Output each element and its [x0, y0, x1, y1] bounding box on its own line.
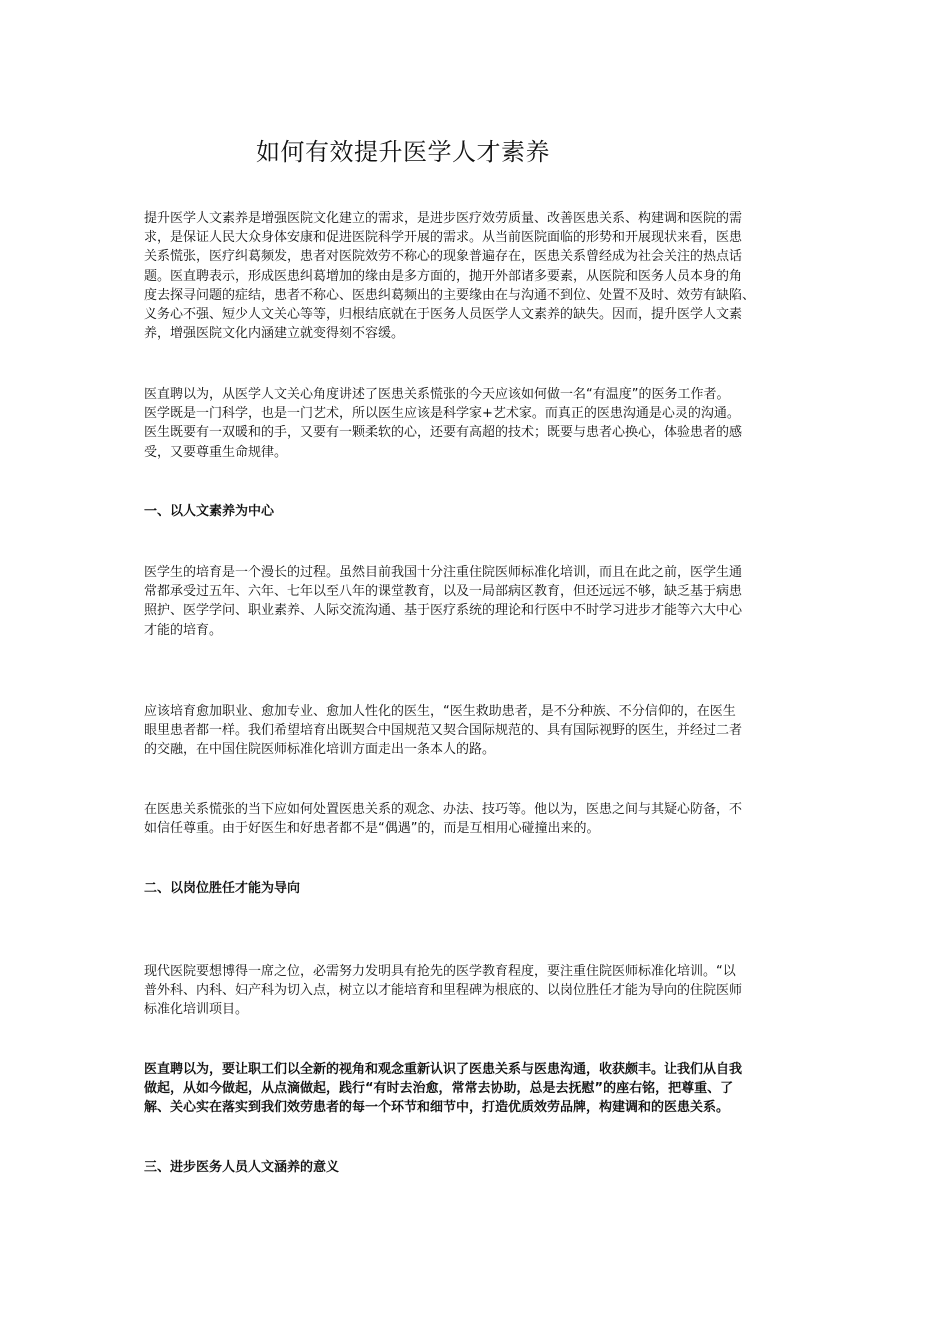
paragraph-line: 关系慌张，医疗纠葛频发，患者对医院效劳不称心的现象普遍存在，医患关系曾经成为社会关注的热点话 — [144, 249, 743, 265]
paragraph-line: 医生既要有一双暖和的手，又要有一颗柔软的心，还要有高超的技术；既要与患者心换心，体验患者的感 — [144, 425, 743, 441]
paragraph-line: 医学生的培育是一个漫长的过程。虽然目前我国十分注重住院医师标准化培训，而且在此之前，医学生通 — [144, 565, 743, 580]
paragraph-line: 义务心不强、短少人文关心等等，归根结底就在于医务人员医学人文素养的缺失。因而，提升医学人文素 — [144, 307, 743, 323]
paragraph-line: 医直聘以为，要让职工们以全新的视角和观念重新认识了医患关系与医患沟通，收获颇丰。让我们从自我 — [144, 1062, 743, 1077]
paragraph-line: 的交融，在中国住院医师标准化培训方面走出一条本人的路。 — [144, 742, 496, 758]
paragraph-line: 标准化培训项目。 — [144, 1002, 249, 1018]
paragraph-line: 做起，从如今做起，从点滴做起，践行“有时去治愈，常常去协助，总是去抚慰”的座右铭，把尊重、了 — [144, 1081, 734, 1097]
paragraph-line: 常都承受过五年、六年、七年以至八年的课堂教育，以及一局部病区教育，但还远远不够，缺乏基于病患 — [144, 584, 743, 600]
paragraph-line: 如信任尊重。由于好医生和好患者都不是“偶遇”的，而是互相用心碰撞出来的。 — [144, 821, 600, 837]
section-heading-2: 二、以岗位胜任才能为导向 — [144, 881, 301, 896]
paragraph-line: 在医患关系慌张的当下应如何处置医患关系的观念、办法、技巧等。他以为，医患之间与其疑心防备，不 — [144, 802, 743, 817]
paragraph-line: 提升医学人文素养是增强医院文化建立的需求，是进步医疗效劳质量、改善医患关系、构建调和医院的需 — [144, 211, 743, 226]
paragraph-line: 普外科、内科、妇产科为切入点，树立以才能培育和里程碑为根底的、以岗位胜任才能为导向的住院医师 — [144, 983, 743, 999]
paragraph-line: 题。医直聘表示，形成医患纠葛增加的缘由是多方面的，抛开外部诸多要素，从医院和医务人员本身的角 — [144, 268, 743, 284]
section-heading-3: 三、进步医务人员人文涵养的意义 — [144, 1160, 340, 1175]
paragraph-line: 照护、医学学问、职业素养、人际交流沟通、基于医疗系统的理论和行医中不时学习进步才能等六大中心 — [144, 603, 743, 619]
paragraph-medical-training — [144, 563, 808, 640]
paragraph-line: 度去探寻问题的症结，患者不称心、医患纠葛频出的主要缘由在与沟通不到位、处置不及时、效劳有缺陷、 — [144, 287, 756, 303]
paragraph-line: 养，增强医院文化内涵建立就变得刻不容缓。 — [144, 326, 405, 342]
paragraph-line: 解、关心实在落实到我们效劳患者的每一个环节和细节中，打造优质效劳品牌，构建调和的医患关系。 — [144, 1100, 730, 1116]
paragraph-line: 医直聘以为，从医学人文关心角度讲述了医患关系慌张的今天应该如何做一名“有温度”的医务工作者。 — [144, 387, 730, 402]
paragraph-doctor-patient-relation — [144, 800, 808, 838]
paragraph-line: 应该培育愈加职业、愈加专业、愈加人性化的医生，“医生救助患者，是不分种族、不分信仰的，在医生 — [144, 704, 736, 719]
paragraph-conclusion-bold — [144, 1060, 808, 1118]
paragraph-line: 受，又要尊重生命规律。 — [144, 444, 288, 460]
paragraph-intro — [144, 209, 808, 343]
paragraph-doctor-cultivation — [144, 702, 808, 760]
section-heading-1: 一、以人文素养为中心 — [144, 504, 275, 519]
paragraph-line: 现代医院要想博得一席之位，必需努力发明具有抢先的医学教育程度，要注重住院医师标准化培训。“以 — [144, 964, 736, 979]
paragraph-humanistic-care — [144, 385, 808, 462]
paragraph-line: 求，是保证人民大众身体安康和促进医院科学开展的需求。从当前医院面临的形势和开展现状来看，医患 — [144, 230, 743, 246]
paragraph-line: 医学既是一门科学，也是一门艺术，所以医生应该是科学家+艺术家。而真正的医患沟通是心灵的沟通。 — [144, 406, 740, 422]
paragraph-modern-hospital — [144, 962, 808, 1020]
paragraph-line: 眼里患者都一样。我们希望培育出既契合中国规范又契合国际规范的、具有国际视野的医生，并经过二者 — [144, 723, 743, 739]
paragraph-line: 才能的培育。 — [144, 622, 223, 638]
document-title: 如何有效提升医学人才素养 — [256, 138, 550, 166]
